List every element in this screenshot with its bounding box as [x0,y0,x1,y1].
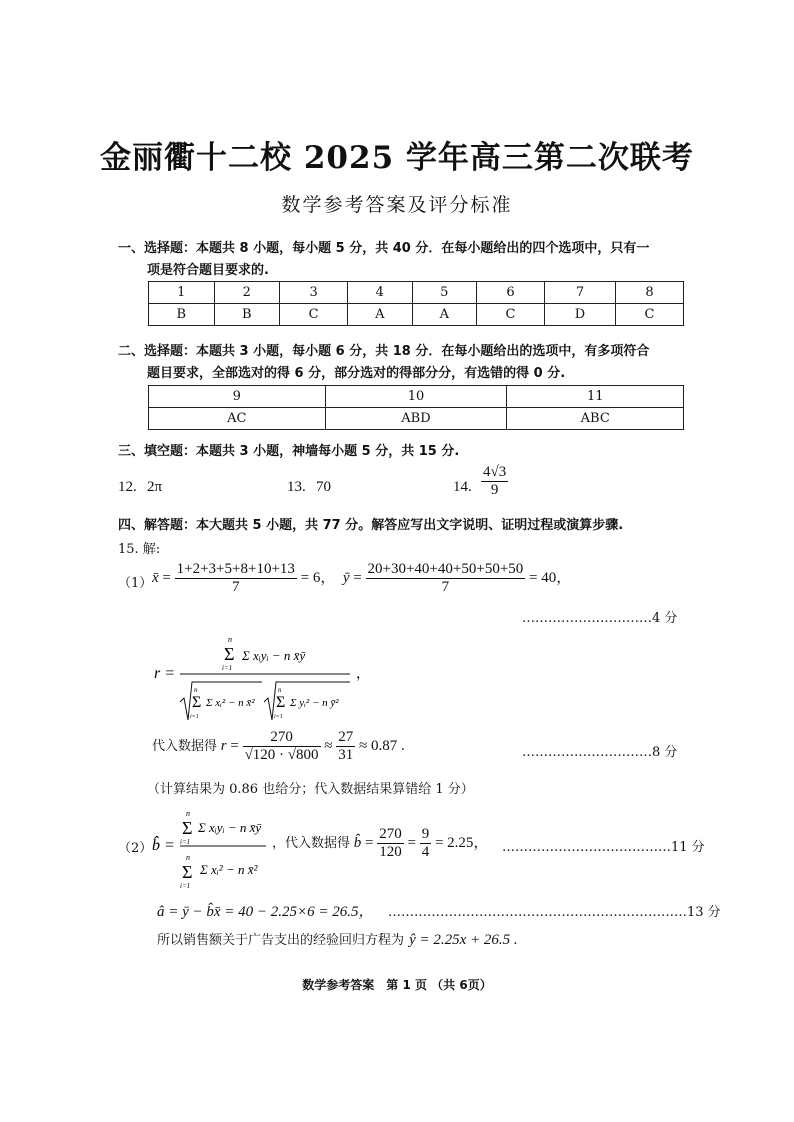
ybar-denominator: 7 [441,579,450,595]
table-cell: A [412,304,476,326]
sum-bottom: i=1 [274,714,283,720]
b-calc2-numerator: 9 [421,826,430,842]
r-calc-numerator: 270 [243,729,321,747]
b-hat-formula [150,806,270,890]
r-numerator: Σ xᵢyᵢ − n x̄ȳ [242,648,306,663]
q13-answer: 70 [316,479,331,495]
b-hat-label: b̂ = [152,837,175,854]
table-cell: 2 [214,282,280,304]
xbar-value: = 6， [300,569,336,586]
b-calc2-denominator: 4 [421,844,430,860]
table-cell: 8 [615,282,683,304]
q14-answer [481,464,508,499]
r-calc-denominator: √120 · √800 [244,747,319,763]
table-cell: C [280,304,348,326]
table-cell: 11 [507,386,684,408]
table-cell: 4 [348,282,412,304]
section2-heading: 二、选择题：本题共 3 小题，每小题 6 分，共 18 分．在每小题给出的选项中，有多项符合 [118,344,650,359]
sum-top: n [278,686,282,694]
score-8: …………………………8 分 [522,745,678,760]
q12-answer: 2π [147,479,163,495]
xbar-numerator: 1+2+3+5+8+10+13 [176,561,295,577]
sigma-symbol: Σ [192,694,202,711]
b-calc-denominator: 120 [379,844,402,860]
score-13: ……………………………………………………………13 分 [388,905,721,920]
section2-answer-table [148,385,684,430]
section4-heading: 四、解答题：本大题共 5 小题，共 77 分。解答应写出文字说明、证明过程或演算步骤. [118,518,624,533]
xbar-equation: x̄ = $\frac{1+2+3+5+8+10+13}{7}$ = 6， ȳ = $\frac{20+30+40+40+50+50+50}{7}$ = 40， [152,561,572,595]
q15-label: 15. 解: [118,542,161,557]
xbar-denominator: 7 [232,579,240,595]
q14-number: 14. [453,479,472,495]
table-cell: A [348,304,412,326]
section3-heading: 三、填空题：本题共 3 小题，神墙每小题 5 分，共 15 分. [118,444,460,459]
table-row [149,386,684,408]
b-hat-numerator: Σ xᵢyᵢ − n x̄ȳ [198,820,262,835]
q14-numerator: 4√3 [483,464,507,480]
conclusion-text: 所以销售额关于广告支出的经验回归方程为 [157,933,405,948]
page-title: 金丽衢十二校 2025 学年高三第二次联考 [100,140,694,176]
table-cell: B [214,304,280,326]
b-hat-denominator: Σ xᵢ² − n x̄² [200,862,258,877]
sum-top: n [186,809,190,818]
score-4: …………………………4 分 [522,611,678,626]
r-approx-denominator: 31 [338,747,354,763]
table-cell: B [149,304,215,326]
a-hat-line: â = ȳ − b̂x̄ = 40 − 2.25×6 = 26.5， [157,904,374,920]
table-cell: C [615,304,683,326]
sigma-symbol: Σ [182,862,193,882]
r-formula [150,632,390,724]
table-cell: ABD [325,408,507,430]
table-row [149,304,684,326]
sigma-symbol: Σ [276,694,286,711]
b-hat-mid-text: ，代入数据得 [272,834,351,850]
section1-heading-cont: 项是符合题目要求的. [147,263,269,278]
table-cell: 5 [412,282,476,304]
table-cell: 6 [477,282,545,304]
score-11: …………………………………11 分 [502,840,705,855]
q12-number: 12. [118,479,137,495]
ybar-value: = 40， [529,569,572,586]
table-cell: 10 [325,386,507,408]
b-hat-substitution: ，代入数据得 b̂ = $\frac{270}{120}$ = $\frac{9}{4}$ = 2.25， [272,826,489,860]
table-row [149,408,684,430]
q13-number: 13. [287,479,306,495]
r-denominator-b: Σ yᵢ² − n ȳ² [290,697,339,709]
conclusion [157,929,518,949]
section1-answer-table [148,281,684,326]
sum-bottom: i=1 [180,838,191,846]
sum-top: n [228,635,232,644]
table-cell: 9 [149,386,326,408]
page-subtitle: 数学参考答案及评分标准 [281,194,513,216]
r-approx-value: ≈ 0.87 . [359,737,405,754]
r-substitution: 代入数据得 r = $\frac{270}{√120 \cdot √800}$ ≈ $\frac{27}{31}$ ≈ 0.87 . [152,729,405,763]
regression-equation: ŷ = 2.25x + 26.5 . [409,932,518,948]
b-calc-numerator: 270 [379,826,402,842]
r-approx-numerator: 27 [338,729,354,745]
scoring-note: （计算结果为 0.86 也给分；代入数据结果算错给 1 分） [147,782,474,797]
b-hat-value: = 2.25， [434,834,489,851]
table-cell: C [477,304,545,326]
table-cell: 1 [149,282,215,304]
sum-bottom: i=1 [180,882,191,890]
table-row [149,282,684,304]
ybar-numerator: 20+30+40+40+50+50+50 [367,561,524,577]
table-cell: 3 [280,282,348,304]
table-cell: ABC [507,408,684,430]
section1-heading: 一、选择题：本题共 8 小题，每小题 5 分，共 40 分．在每小题给出的四个选项中，只有一 [118,241,650,256]
page-footer: 数学参考答案 第 1 页 （共 6页） [302,978,492,992]
r-denominator-a: Σ xᵢ² − n x̄² [206,697,255,709]
q14-denominator: 9 [490,482,499,498]
table-cell: D [545,304,616,326]
sigma-symbol: Σ [224,644,235,664]
table-cell: 7 [545,282,616,304]
sum-bottom: i=1 [222,664,233,672]
part2-label: （2） [118,841,153,856]
part1-label: （1） [118,576,153,591]
section2-heading-cont: 题目要求，全部选对的得 6 分，部分选对的得部分分，有选错的得 0 分. [147,366,566,381]
substitution-text: 代入数据得 [152,737,218,753]
table-cell: AC [149,408,326,430]
sum-top: n [186,853,190,862]
sum-top: n [194,686,198,694]
r-comma: ， [356,667,370,682]
sigma-symbol: Σ [182,818,193,838]
r-label: r = [154,665,176,682]
sum-bottom: i=1 [190,714,199,720]
